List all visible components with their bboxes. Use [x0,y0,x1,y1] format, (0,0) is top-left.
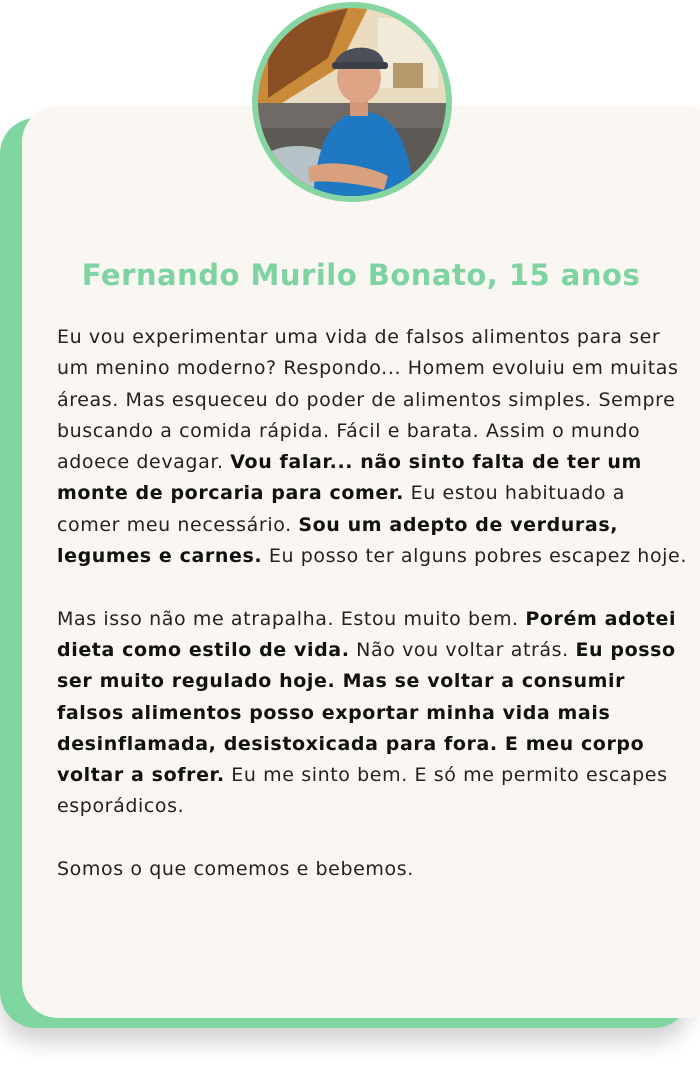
bold-text: Vou falar... não sinto falta de ter um monte de porcaria para comer. [57,451,642,505]
bold-text: Sou um adepto de verduras, legumes e carnes. [57,513,619,568]
text-segment: Mas isso não me atrapalha. Estou muito bem. [57,607,526,630]
bold-text: Porém adotei dieta como estilo de vida. [57,607,677,661]
text-segment: Eu vou experimentar uma vida de falsos alimentos para ser um menino moderno? Respondo... Homem evoluiu em muitas áreas. Mas esqueceu do poder de alimentos simples. Sempre buscando a comida rápida. Fácil e barata. Assim o mundo adoece devagar. [57,326,679,474]
text-segment: Eu estou habituado a comer meu necessário. [57,482,625,536]
testimonial-text [57,322,687,917]
person-photo-icon [258,8,446,196]
text-segment: Somos o que comemos e bebemos. [57,858,414,881]
avatar [252,2,452,202]
bold-text: Eu posso ser muito regulado hoje. Mas se voltar a consumir falsos alimentos posso exportar minha vida mais desinflamada, desistoxicada para fora. E meu corpo voltar a sofrer. [57,638,676,787]
text-segment: Eu posso ter alguns pobres escapez hoje. [262,545,687,568]
text-segment: Não vou voltar atrás. [349,638,576,661]
text-segment: Eu me sinto bem. E só me permito escapes esporádicos. [57,764,668,818]
paragraph [57,604,687,823]
paragraph [57,854,687,885]
paragraph [57,322,687,572]
profile-name: Fernando Murilo Bonato, 15 anos [81,258,641,292]
